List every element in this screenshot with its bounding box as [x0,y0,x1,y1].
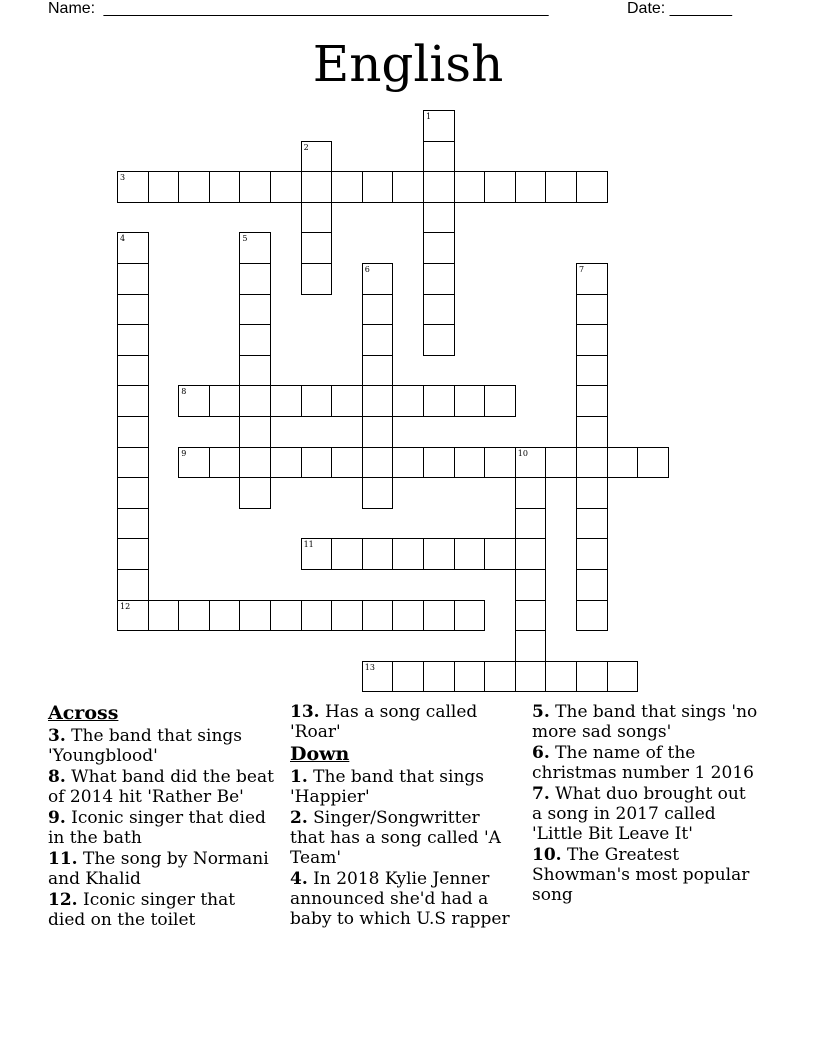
crossword-cell[interactable] [454,600,486,632]
clue-number: 5. [532,702,550,722]
date-field[interactable]: _______ [669,0,732,17]
cell-number: 4 [120,234,126,244]
cell-number: 10 [517,448,528,458]
crossword-cell[interactable] [362,477,394,509]
clue-text: The song by Normani and Khalid [48,849,269,889]
crossword-cell[interactable] [301,538,333,570]
crossword-cell[interactable] [637,447,669,479]
clue-across-8 [48,767,276,807]
cell-number: 6 [364,265,370,274]
crossword-cell[interactable] [362,324,394,356]
crossword-cell[interactable] [270,447,302,479]
crossword-cell[interactable] [301,385,333,417]
clue-across-3 [48,726,276,766]
crossword-cell[interactable] [362,538,394,570]
crossword-cell[interactable] [576,355,608,387]
crossword-cell[interactable] [484,171,516,203]
clue-down-2 [290,808,518,868]
crossword-cell[interactable] [301,447,333,479]
crossword-cell[interactable] [423,294,455,326]
crossword-cell[interactable] [576,600,608,632]
crossword-cell[interactable] [239,355,271,387]
crossword-cell[interactable] [362,447,394,479]
crossword-cell[interactable] [117,538,149,570]
crossword-cell[interactable] [484,385,516,417]
page-title: English [312,35,504,93]
crossword-cell[interactable] [576,569,608,601]
clue-across-9 [48,808,276,848]
crossword-cell[interactable] [392,171,424,203]
crossword-cell[interactable] [301,600,333,632]
crossword-cell[interactable] [362,171,394,203]
crossword-cell[interactable] [545,447,577,479]
crossword-cell[interactable] [117,508,149,540]
crossword-cell[interactable] [576,385,608,417]
crossword-cell[interactable] [423,110,455,142]
clues-column-2 [290,702,518,930]
crossword-cell[interactable] [178,385,210,417]
crossword-cell[interactable] [392,447,424,479]
crossword-cell[interactable] [239,294,271,326]
crossword-cell[interactable] [515,508,547,540]
name-field[interactable]: __________________________________________________ [103,0,549,17]
clue-number: 8. [48,767,66,787]
crossword-cell[interactable] [209,447,241,479]
clue-number: 1. [290,767,308,787]
crossword-cell[interactable] [239,600,271,632]
crossword-cell[interactable] [454,538,486,570]
crossword-cell[interactable] [362,661,394,693]
crossword-cell[interactable] [301,232,333,264]
clue-number: 2. [290,808,308,828]
crossword-cell[interactable] [515,447,547,479]
crossword-cell[interactable] [545,661,577,693]
crossword-cell[interactable] [117,171,149,203]
crossword-cell[interactable] [484,538,516,570]
crossword-cell[interactable] [117,416,149,448]
crossword-cell[interactable] [331,385,363,417]
clue-down-6 [532,743,760,783]
crossword-cell[interactable] [239,324,271,356]
crossword-cell[interactable] [423,202,455,234]
cell-number: 8 [181,387,187,397]
crossword-cell[interactable] [148,171,180,203]
clue-text: What band did the beat of 2014 hit 'Rather Be' [48,767,274,807]
crossword-cell[interactable] [239,232,271,264]
down-heading: Down [290,743,350,765]
crossword-cell[interactable] [515,477,547,509]
crossword-cell[interactable] [239,385,271,417]
clue-number: 10. [532,845,562,865]
crossword-cell[interactable] [576,508,608,540]
crossword-cell[interactable] [270,171,302,203]
crossword-cell[interactable] [423,385,455,417]
clue-text: What duo brought out a song in 2017 called 'Little Bit Leave It' [532,784,746,844]
clue-down-7 [532,784,760,844]
clue-number: 4. [290,869,308,889]
clue-text: Has a song called 'Roar' [290,702,478,742]
name-line [48,0,549,20]
crossword-cell[interactable] [178,171,210,203]
date-line [627,0,732,18]
crossword-cell[interactable] [576,661,608,693]
crossword-cell[interactable] [178,600,210,632]
crossword-cell[interactable] [392,385,424,417]
clue-down-5 [532,702,760,742]
crossword-cell[interactable] [423,538,455,570]
crossword-cell[interactable] [515,569,547,601]
crossword-cell[interactable] [117,477,149,509]
crossword-cell[interactable] [117,385,149,417]
crossword-cell[interactable] [148,600,180,632]
clue-text: The band that sings 'Youngblood' [48,726,243,766]
clue-text: The band that sings 'no more sad songs' [532,702,758,742]
crossword-cell[interactable] [423,141,455,173]
crossword-cell[interactable] [301,263,333,295]
crossword-cell[interactable] [331,447,363,479]
clue-across-13 [290,702,518,742]
crossword-cell[interactable] [209,385,241,417]
clue-text: Singer/Songwritter that has a song called 'A Team' [290,808,501,868]
crossword-cell[interactable] [117,263,149,295]
cell-number: 3 [120,173,126,183]
clue-number: 6. [532,743,550,763]
crossword-cell[interactable] [454,661,486,693]
clues-column-1 [48,702,276,931]
crossword-cell[interactable] [117,294,149,326]
crossword-cell[interactable] [239,447,271,479]
crossword-cell[interactable] [454,385,486,417]
date-label: Date: [627,0,666,17]
crossword-cell[interactable] [576,538,608,570]
crossword-cell[interactable] [515,630,547,662]
clue-number: 9. [48,808,66,828]
clues-column-3 [532,702,760,906]
crossword-cell[interactable] [239,263,271,295]
crossword-cell[interactable] [362,385,394,417]
crossword-cell[interactable] [270,385,302,417]
clue-across-11 [48,849,276,889]
crossword-cell[interactable] [209,171,241,203]
clue-number: 7. [532,784,550,804]
crossword-cell[interactable] [423,232,455,264]
crossword-cell[interactable] [301,202,333,234]
crossword-cell[interactable] [117,324,149,356]
crossword-cell[interactable] [423,171,455,203]
crossword-cell[interactable] [117,569,149,601]
crossword-cell[interactable] [392,600,424,632]
crossword-cell[interactable] [545,171,577,203]
crossword-cell[interactable] [117,355,149,387]
crossword-cell[interactable] [117,600,149,632]
crossword-cell[interactable] [362,263,394,295]
crossword-cell[interactable] [239,416,271,448]
crossword-cell[interactable] [392,538,424,570]
clue-down-1 [290,767,518,807]
crossword-cell[interactable] [607,447,639,479]
crossword-cell[interactable] [454,171,486,203]
crossword-cell[interactable] [484,661,516,693]
crossword-cell[interactable] [423,661,455,693]
clue-text: Iconic singer that died on the toilet [48,890,236,930]
crossword-cell[interactable] [576,324,608,356]
crossword-cell[interactable] [423,447,455,479]
crossword-cell[interactable] [607,661,639,693]
across-heading: Across [48,702,119,724]
crossword-cell[interactable] [301,171,333,203]
clue-text: The name of the christmas number 1 2016 [532,743,754,783]
clue-across-12 [48,890,276,930]
crossword-cell[interactable] [515,661,547,693]
crossword-cell[interactable] [423,600,455,632]
crossword-cell[interactable] [576,294,608,326]
cell-number: 13 [364,662,375,672]
crossword-cell[interactable] [331,600,363,632]
crossword-cell[interactable] [270,600,302,632]
crossword-cell[interactable] [392,661,424,693]
cell-number: 2 [303,142,309,152]
cell-number: 7 [579,265,585,274]
clue-down-10 [532,845,760,905]
crossword-cell[interactable] [423,324,455,356]
crossword-cell[interactable] [117,447,149,479]
clue-text: In 2018 Kylie Jenner announced she'd had a baby to which U.S rapper [290,869,510,929]
crossword-cell[interactable] [423,263,455,295]
cell-number: 5 [242,234,248,244]
crossword-cell[interactable] [576,171,608,203]
crossword-cell[interactable] [515,600,547,632]
clue-number: 13. [290,702,320,722]
crossword-cell[interactable] [331,538,363,570]
cell-number: 12 [120,601,131,611]
crossword-cell[interactable] [454,447,486,479]
clue-down-4 [290,869,518,929]
crossword-cell[interactable] [576,263,608,295]
crossword-cell[interactable] [362,600,394,632]
crossword-cell[interactable] [209,600,241,632]
cell-number: 9 [181,448,187,458]
crossword-cell[interactable] [484,447,516,479]
crossword-cell[interactable] [576,416,608,448]
cell-number: 11 [303,540,314,550]
crossword-cell[interactable] [576,447,608,479]
crossword-cell[interactable] [515,171,547,203]
clue-text: The band that sings 'Happier' [290,767,485,807]
clue-number: 3. [48,726,66,746]
crossword-cell[interactable] [301,141,333,173]
clue-number: 12. [48,890,78,910]
crossword-cell[interactable] [362,355,394,387]
cell-number: 1 [426,112,432,121]
crossword-cell[interactable] [178,447,210,479]
crossword-cell[interactable] [239,171,271,203]
clue-text: Iconic singer that died in the bath [48,808,266,848]
crossword-cell[interactable] [515,538,547,570]
clue-number: 11. [48,849,78,869]
clue-text: The Greatest Showman's most popular song [532,845,750,905]
crossword-cell[interactable] [362,294,394,326]
crossword-cell[interactable] [331,171,363,203]
name-label: Name: [48,0,96,17]
crossword-cell[interactable] [362,416,394,448]
crossword-cell[interactable] [239,477,271,509]
crossword-cell[interactable] [117,232,149,264]
crossword-cell[interactable] [576,477,608,509]
